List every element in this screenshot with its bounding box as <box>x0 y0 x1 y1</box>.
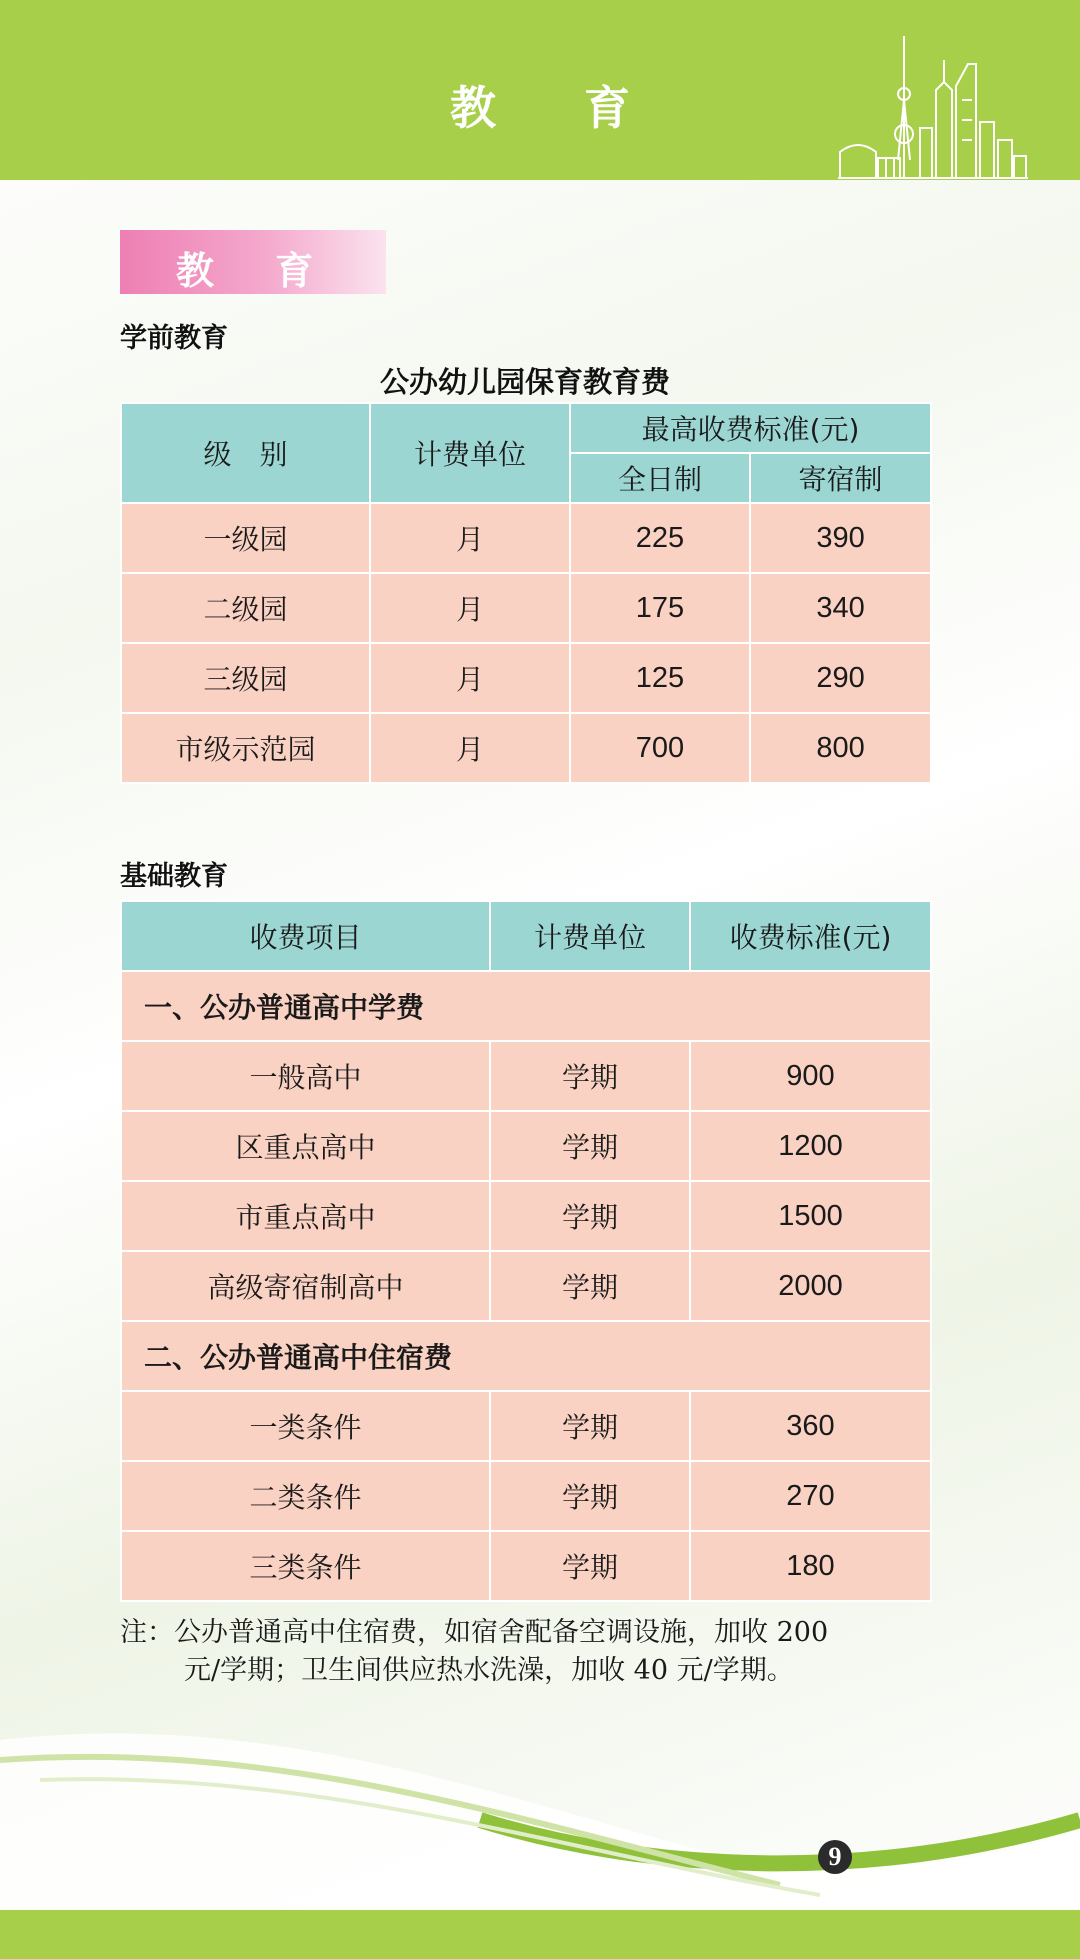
item-cell: 区重点高中 <box>121 1111 490 1181</box>
footnote <box>120 1614 940 1690</box>
group-row <box>121 971 931 1041</box>
basic-fee-table <box>120 900 932 1602</box>
table-row <box>121 1181 931 1251</box>
fee-cell: 1200 <box>690 1111 931 1181</box>
level-cell: 二级园 <box>121 573 370 643</box>
header-unit: 计费单位 <box>490 901 690 971</box>
unit-cell: 学期 <box>490 1391 690 1461</box>
preschool-fee-table <box>120 402 932 784</box>
table-row <box>121 1531 931 1601</box>
unit-cell: 学期 <box>490 1531 690 1601</box>
header-standard: 收费标准(元) <box>690 901 931 971</box>
full-day-fee-cell: 175 <box>570 573 750 643</box>
unit-cell: 学期 <box>490 1111 690 1181</box>
header-title: 教 育 <box>449 81 666 135</box>
level-cell: 三级园 <box>121 643 370 713</box>
unit-cell: 学期 <box>490 1251 690 1321</box>
item-cell: 高级寄宿制高中 <box>121 1251 490 1321</box>
full-day-fee-cell: 700 <box>570 713 750 783</box>
unit-cell: 月 <box>370 503 570 573</box>
header-full-day: 全日制 <box>570 453 750 503</box>
unit-cell: 学期 <box>490 1181 690 1251</box>
item-cell: 三类条件 <box>121 1531 490 1601</box>
full-day-fee-cell: 225 <box>570 503 750 573</box>
footnote-line-2: 元/学期；卫生间供应热水洗澡，加收 40 元/学期。 <box>184 1655 794 1686</box>
item-cell: 一般高中 <box>121 1041 490 1111</box>
unit-cell: 月 <box>370 643 570 713</box>
section-banner <box>120 230 386 294</box>
preschool-table-caption: 公办幼儿园保育教育费 <box>379 365 670 399</box>
table-row <box>121 1111 931 1181</box>
unit-cell: 学期 <box>490 1461 690 1531</box>
fee-cell: 2000 <box>690 1251 931 1321</box>
group-title: 二、公办普通高中住宿费 <box>121 1321 931 1391</box>
header-item: 收费项目 <box>121 901 490 971</box>
header-bar <box>0 0 1080 180</box>
footer-bar <box>0 1910 1080 1959</box>
table-row <box>121 1461 931 1531</box>
fee-cell: 360 <box>690 1391 931 1461</box>
fee-cell: 270 <box>690 1461 931 1531</box>
basic-education-heading: 基础教育 <box>120 861 228 892</box>
header-level: 级 别 <box>121 403 370 503</box>
boarding-fee-cell: 290 <box>750 643 931 713</box>
boarding-fee-cell: 390 <box>750 503 931 573</box>
table-row <box>121 503 931 573</box>
level-cell: 市级示范园 <box>121 713 370 783</box>
boarding-fee-cell: 340 <box>750 573 931 643</box>
table-row <box>121 573 931 643</box>
table-row <box>121 1251 931 1321</box>
item-cell: 二类条件 <box>121 1461 490 1531</box>
fee-cell: 1500 <box>690 1181 931 1251</box>
unit-cell: 月 <box>370 713 570 783</box>
table-row <box>121 1041 931 1111</box>
decorative-wave-icon <box>0 1700 1080 1910</box>
full-day-fee-cell: 125 <box>570 643 750 713</box>
unit-cell: 月 <box>370 573 570 643</box>
table-row <box>121 1391 931 1461</box>
table-row <box>121 713 931 783</box>
fee-cell: 900 <box>690 1041 931 1111</box>
header-boarding: 寄宿制 <box>750 453 931 503</box>
preschool-heading: 学前教育 <box>120 323 228 354</box>
boarding-fee-cell: 800 <box>750 713 931 783</box>
city-skyline-icon <box>838 30 1028 180</box>
group-row <box>121 1321 931 1391</box>
unit-cell: 学期 <box>490 1041 690 1111</box>
fee-cell: 180 <box>690 1531 931 1601</box>
item-cell: 一类条件 <box>121 1391 490 1461</box>
header-max-fee: 最高收费标准(元) <box>570 403 931 453</box>
level-cell: 一级园 <box>121 503 370 573</box>
footnote-line-1: 注：公办普通高中住宿费，如宿舍配备空调设施，加收 200 <box>120 1617 829 1648</box>
section-title: 教 育 <box>176 249 338 293</box>
page-number: 9 <box>818 1840 852 1874</box>
header-unit: 计费单位 <box>370 403 570 503</box>
table-row <box>121 643 931 713</box>
item-cell: 市重点高中 <box>121 1181 490 1251</box>
group-title: 一、公办普通高中学费 <box>121 971 931 1041</box>
